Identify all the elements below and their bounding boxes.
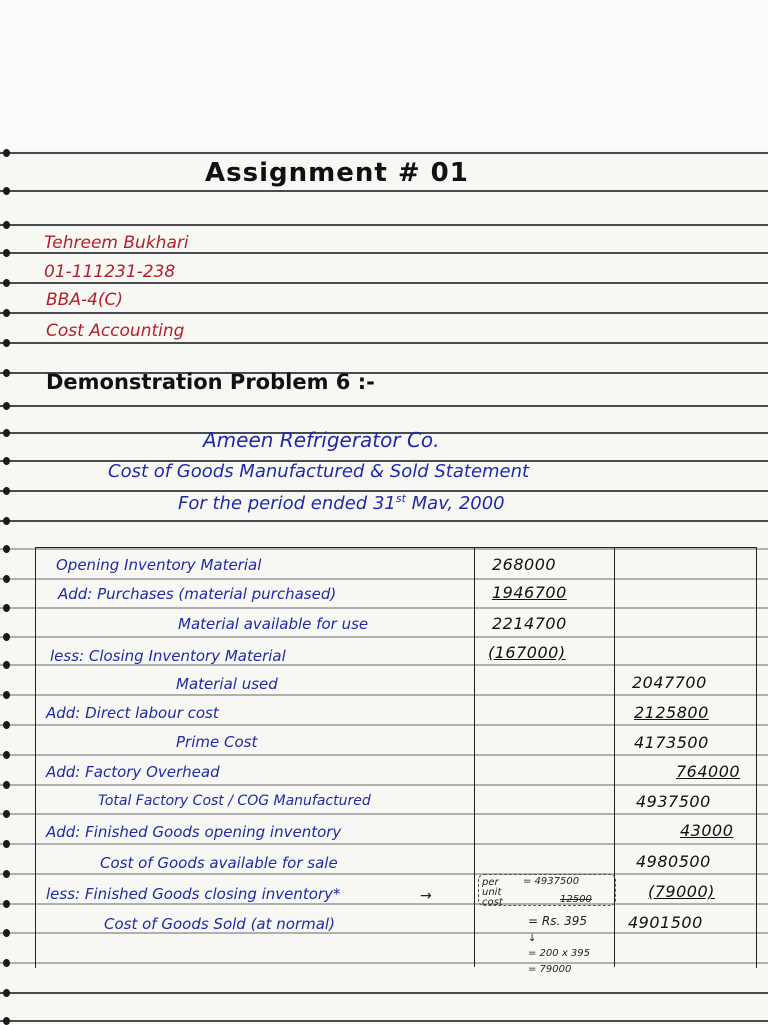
binder-hole [3, 721, 10, 729]
statement-table [35, 547, 757, 968]
binder-hole [3, 487, 10, 495]
binder-hole [3, 989, 10, 997]
right-value: 4937500 [636, 792, 711, 811]
binder-hole [3, 457, 10, 465]
binder-hole [3, 187, 10, 195]
calc-rate: = Rs. 395 [528, 914, 587, 928]
calc-numerator: = 4937500 [523, 876, 580, 887]
binder-hole [3, 402, 10, 410]
table-divider-mid [474, 547, 475, 967]
row-label: Add: Factory Overhead [46, 763, 220, 781]
class-section: BBA-4(C) [46, 290, 124, 310]
right-value: 4901500 [628, 913, 703, 932]
row-label: Total Factory Cost / COG Manufactured [98, 793, 371, 809]
ruled-line [0, 152, 768, 154]
right-value: 2047700 [632, 673, 707, 692]
row-label: Material available for use [178, 615, 369, 633]
binder-hole [3, 751, 10, 759]
binder-hole [3, 691, 10, 699]
ruled-line [0, 520, 768, 522]
row-label: Cost of Goods available for sale [100, 854, 338, 872]
period-superscript: st [395, 492, 406, 505]
company-name: Ameen Refrigerator Co. [203, 428, 440, 452]
binder-hole [3, 781, 10, 789]
binder-hole [3, 369, 10, 377]
right-value: 2125800 [634, 703, 709, 722]
binder-hole [3, 309, 10, 317]
assignment-title: Assignment # 01 [205, 158, 469, 188]
binder-hole [3, 517, 10, 525]
statement-period [178, 492, 505, 514]
binder-hole [3, 575, 10, 583]
binder-hole [3, 900, 10, 908]
arrow-icon: → [420, 888, 432, 904]
binder-hole [3, 149, 10, 157]
binder-hole [3, 339, 10, 347]
binder-hole [3, 249, 10, 257]
calc-result: = 79000 [528, 964, 572, 975]
student-name: Tehreem Bukhari [44, 233, 189, 253]
binder-hole [3, 929, 10, 937]
binder-hole [3, 604, 10, 612]
row-label: Opening Inventory Material [56, 556, 262, 574]
binder-hole [3, 870, 10, 878]
binder-hole [3, 959, 10, 967]
binder-hole [3, 221, 10, 229]
calc-denominator: 12500 [560, 894, 592, 905]
ruled-line [0, 190, 768, 192]
binder-hole [3, 840, 10, 848]
right-value: (79000) [648, 882, 715, 901]
course-name: Cost Accounting [46, 321, 185, 341]
ruled-line [0, 342, 768, 344]
ruled-line [0, 312, 768, 314]
row-label: less: Closing Inventory Material [50, 647, 286, 665]
down-arrow-icon: ↓ [528, 933, 537, 944]
right-value: 4173500 [634, 733, 709, 752]
mid-value: 1946700 [492, 583, 567, 602]
row-label: Material used [176, 675, 278, 693]
calc-product: = 200 x 395 [528, 948, 591, 959]
page-top-margin [0, 0, 768, 150]
right-value: 764000 [676, 762, 741, 781]
right-value: 43000 [680, 821, 734, 840]
statement-title: Cost of Goods Manufactured & Sold Statement [108, 461, 530, 482]
row-label: Cost of Goods Sold (at normal) [104, 915, 335, 933]
binder-hole [3, 279, 10, 287]
row-label: less: Finished Goods closing inventory* [46, 885, 341, 903]
per-unit-label: per unit cost [482, 877, 503, 908]
row-label: Add: Direct labour cost [46, 704, 219, 722]
ruled-line [0, 224, 768, 226]
ruled-line [0, 405, 768, 407]
ruled-line [0, 1020, 768, 1022]
mid-value: (167000) [488, 643, 566, 662]
period-suffix: Mav, 2000 [411, 493, 505, 514]
ruled-line [0, 282, 768, 284]
student-id: 01-111231-238 [44, 262, 176, 282]
right-value: 4980500 [636, 852, 711, 871]
mid-value: 2214700 [492, 614, 567, 633]
row-label: Add: Finished Goods opening inventory [46, 823, 342, 841]
ruled-line [0, 992, 768, 994]
binder-hole [3, 633, 10, 641]
binder-hole [3, 429, 10, 437]
problem-heading: Demonstration Problem 6 :- [46, 370, 375, 394]
binder-hole [3, 545, 10, 553]
mid-value: 268000 [492, 555, 557, 574]
binder-hole [3, 661, 10, 669]
row-label: Prime Cost [176, 733, 258, 751]
row-label: Add: Purchases (material purchased) [58, 585, 337, 603]
binder-hole [3, 810, 10, 818]
period-prefix: For the period ended 31 [178, 493, 396, 514]
